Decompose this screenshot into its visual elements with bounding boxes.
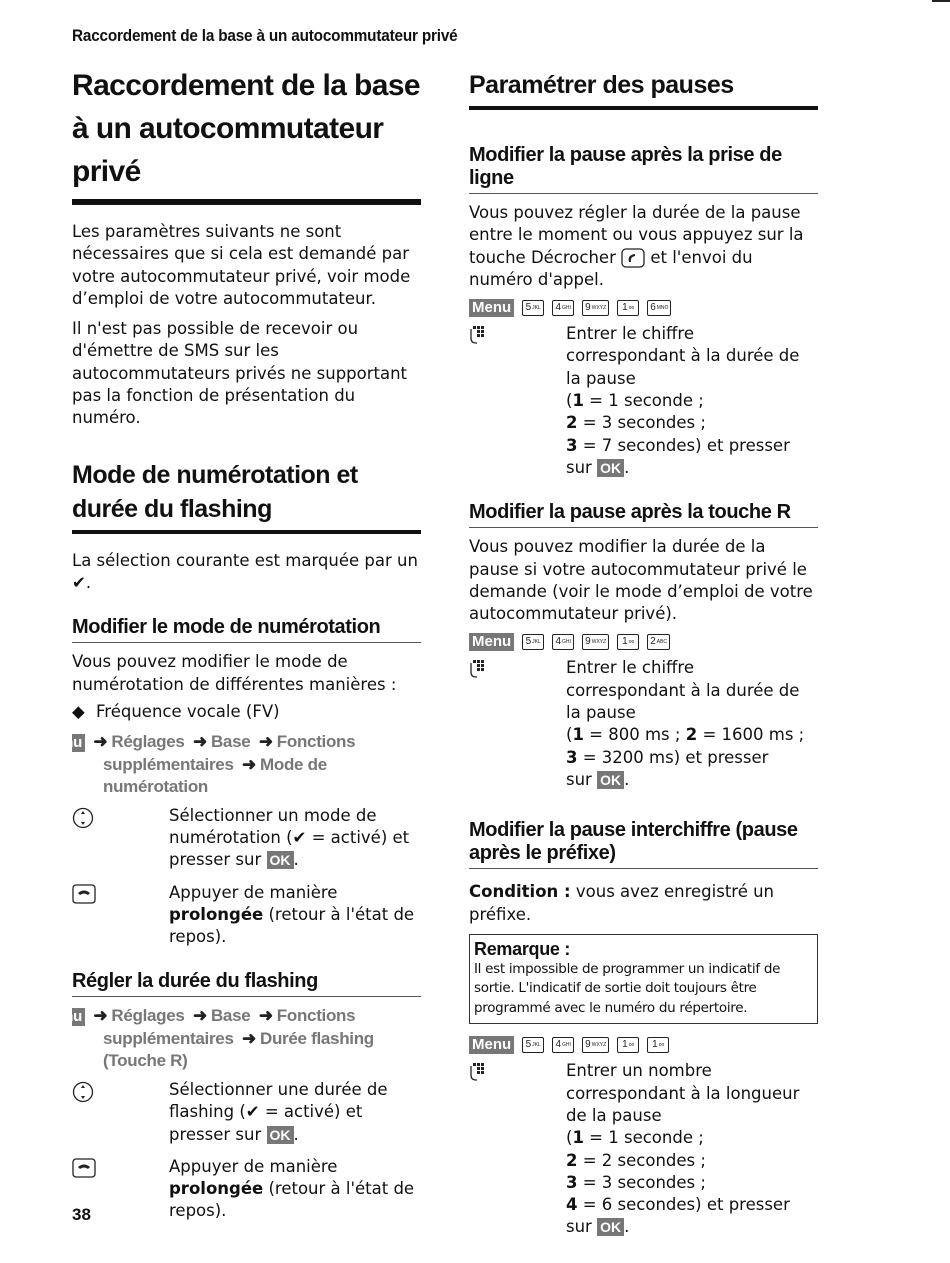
keypad-icon [469,1060,566,1238]
subheading-pause-r: Modifier la pause après la touche R [469,501,818,528]
selection-note-text: La sélection courante est marquée par un [72,550,418,570]
step-text: = activé) et presser sur [169,827,410,870]
page-title: Raccordement de la base à un autocommutateur privé [72,64,421,205]
key-9[interactable]: $9^{WXYZ}$ [582,300,609,316]
option-number: 2 [685,725,698,745]
step-text: Appuyer de manière [169,1156,338,1176]
bullet-text: Fréquence vocale (FV) [96,701,280,721]
right-column [469,64,818,1239]
pause-r-paragraph: Vous pouvez modifier la durée de la pause si votre autocommutateur privé le demande (voir le mode d’emploi de votre autocommutateur privé). [469,537,813,624]
key-sequence [469,1036,818,1054]
step-bold: prolongée [169,1179,264,1199]
sur-text: sur [566,1217,592,1237]
key-1[interactable]: $1^{oo}$ [617,1037,639,1053]
section-heading-mode: Mode de numérotation et durée du flashing [72,458,421,534]
option-text: = 6 secondes) et presser [582,1195,790,1215]
section-heading-pauses: Paramétrer des pauses [469,64,818,110]
option-number: 2 [566,413,578,433]
sur-text: sur [566,769,592,789]
selection-note: La sélection courante est marquée par un ✔. [72,550,418,592]
condition-text: vous avez enregistré un préfixe. [469,882,775,924]
subheading-pause-line: Modifier la pause après la prise de ligne [469,144,818,194]
key-sequence [469,299,818,317]
left-column [44,64,421,1223]
condition-label: Condition : [469,882,571,902]
paragraph-text: et l'envoi du numéro d'appel. [469,247,753,289]
subheading-pause-interchiffre: Modifier la pause interchiffre (pause après le préfixe) [469,819,818,869]
menu-path-item[interactable]: Base [210,1006,251,1026]
arrow-icon: ➜ [258,732,273,752]
option-number: 3 [566,1172,578,1192]
intro-paragraph-2: Il n'est pas possible de recevoir ou d'émettre de SMS sur les autocommutateurs privés ne supportant pas la fonction de présentation du numéro. [72,319,408,428]
key-2[interactable]: $2^{ABC}$ [647,634,670,650]
step-text: Sélectionner un mode de numérotation ( [169,805,377,847]
key-5[interactable]: $5^{JKL}$ [522,1037,544,1053]
menu-key[interactable]: Menu [72,734,85,752]
step-select-flashing: Sélectionner une durée de flashing (✔ = activé) et presser sur OK . [72,1079,421,1146]
step-text: = activé) et presser sur [169,1102,363,1144]
step-return-idle [72,1156,421,1223]
menu-path-item[interactable]: Mode de numérotation [103,754,327,797]
arrow-icon: ➜ [93,1006,108,1026]
step-bold: prolongée [169,904,264,924]
menu-key[interactable]: Menu [469,299,514,317]
key-4[interactable]: $4^{GHI}$ [552,300,574,316]
menu-key[interactable]: Menu [469,633,514,651]
menu-key[interactable]: Menu [72,1008,85,1026]
bullet-item [72,701,421,723]
step-return-idle [72,882,421,949]
navigation-key-icon [72,1079,169,1146]
key-1[interactable]: $1^{oo}$ [617,300,639,316]
checkmark-icon: ✔ [292,827,307,847]
option-number: 1 [572,1128,584,1148]
key-6[interactable]: $6^{MNO}$ [647,300,671,316]
step-text: Appuyer de manière [169,882,338,902]
menu-path-item[interactable]: Fonctions supplémentaires [103,1006,356,1048]
ok-key[interactable]: OK [267,851,294,869]
option-text: = 2 secondes ; [582,1150,706,1170]
option-number: 4 [566,1195,578,1215]
key-5[interactable]: $5^{JKL}$ [522,300,544,316]
option-text: = 3200 ms) et presser [582,747,769,767]
step-enter-digit: Entrer le chiffre correspondant à la durée de la pause (1 = 800 ms ; 2 = 1600 ms ; 3 = 3200 ms) et presser sur OK . [469,657,818,791]
key-sequence [469,633,818,651]
checkmark-icon: ✔ [245,1102,260,1122]
intro-paragraph-1: Les paramètres suivants ne sont nécessaires que si cela est demandé par votre autocommutateur privé, voir mode d’emploi de votre autocommutateur. [72,222,411,308]
step-text: (retour à l'état de repos). [169,1179,415,1221]
corner-rule [932,0,950,2]
option-text: = 800 ms ; [589,725,681,745]
checkmark-icon: ✔ [72,572,86,592]
running-header: Raccordement de la base à un autocommutateur privé [72,26,458,45]
key-1[interactable]: $1^{oo}$ [617,634,639,650]
ok-key[interactable]: OK [597,1218,624,1236]
diamond-bullet-icon: ◆ [72,701,85,721]
off-hook-key-icon [621,248,645,268]
step-enter-number: Entrer un nombre correspondant à la longueur de la pause (1 = 1 seconde ; 2 = 2 secondes ; 3 = 3 secondes ; 4 = 6 secondes) et presser sur OK . [469,1060,818,1238]
pause-line-paragraph [469,202,818,291]
key-5[interactable]: $5^{JKL}$ [522,634,544,650]
option-number: 3 [566,435,578,455]
key-9[interactable]: $9^{WXYZ}$ [582,634,609,650]
arrow-icon: ➜ [192,1006,207,1026]
subheading-flashing: Régler la durée du flashing [72,970,421,997]
sur-text: sur [566,457,592,477]
remark-text: Il est impossible de programmer un indicatif de sortie. L'indicatif de sortie doit toujours être programmé avec le numéro du répertoire. [474,960,781,1016]
remark-title: Remarque : [474,938,571,959]
arrow-icon: ➜ [242,1028,256,1048]
ok-key[interactable]: OK [597,771,624,789]
end-call-key-icon [72,882,169,949]
arrow-icon: ➜ [93,732,108,752]
arrow-icon: ➜ [192,732,207,752]
step-select-mode: Sélectionner un mode de numérotation (✔ = activé) et presser sur OK . [72,805,421,872]
remark-box [469,934,818,1025]
keypad-icon [469,323,566,479]
step-text: Entrer un nombre correspondant à la longueur de la pause [566,1061,800,1125]
menu-path-item[interactable]: Durée flashing (Touche R) [103,1028,374,1071]
step-text: Entrer le chiffre correspondant à la durée de la pause [566,324,800,388]
option-text: = 1 seconde ; [589,391,704,411]
menu-key[interactable]: Menu [469,1036,514,1054]
condition-paragraph [469,881,818,926]
menu-path-flashing [44,1005,421,1073]
option-text: = 3 secondes ; [582,413,706,433]
option-number: 1 [572,391,584,411]
option-number: 3 [566,747,578,767]
subheading-modifier-mode: Modifier le mode de numérotation [72,616,421,643]
key-4[interactable]: $4^{GHI}$ [552,634,574,650]
menu-path-item[interactable]: Réglages [111,1006,185,1026]
key-1[interactable]: $1^{oo}$ [647,1037,669,1053]
option-number: 1 [572,725,584,745]
arrow-icon: ➜ [258,1006,273,1026]
menu-path-item[interactable]: Réglages [111,732,185,752]
keypad-icon [469,657,566,791]
ok-key[interactable]: OK [597,459,624,477]
arrow-icon: ➜ [242,754,256,774]
option-text: = 7 secondes) et presser [582,435,790,455]
option-number: 2 [566,1150,578,1170]
option-text: = 3 secondes ; [582,1172,706,1192]
ok-key[interactable]: OK [267,1126,294,1144]
modifier-paragraph: Vous pouvez modifier le mode de numérotation de différentes manières : [72,652,397,694]
option-text: = 1600 ms ; [702,725,805,745]
menu-path-item[interactable]: Base [210,732,251,752]
navigation-key-icon [72,805,169,872]
step-text: (retour à l'état de repos). [169,904,415,947]
step-text: Entrer le chiffre correspondant à la durée de la pause [566,658,800,723]
step-enter-digit: Entrer le chiffre correspondant à la durée de la pause (1 = 1 seconde ; 2 = 3 secondes ; 3 = 7 secondes) et presser sur OK . [469,323,818,479]
step-text: Sélectionner une durée de flashing ( [169,1079,388,1122]
page-number: 38 [72,1205,91,1224]
key-9[interactable]: $9^{WXYZ}$ [582,1037,609,1053]
menu-path-mode [44,731,421,799]
paragraph-text: Vous pouvez régler la durée de la pause entre le moment ou vous appuyez sur la touche Décrocher [469,203,804,267]
key-4[interactable]: $4^{GHI}$ [552,1037,574,1053]
menu-path-item[interactable]: Fonctions supplémentaires [103,732,356,774]
option-text: = 1 seconde ; [589,1128,704,1148]
